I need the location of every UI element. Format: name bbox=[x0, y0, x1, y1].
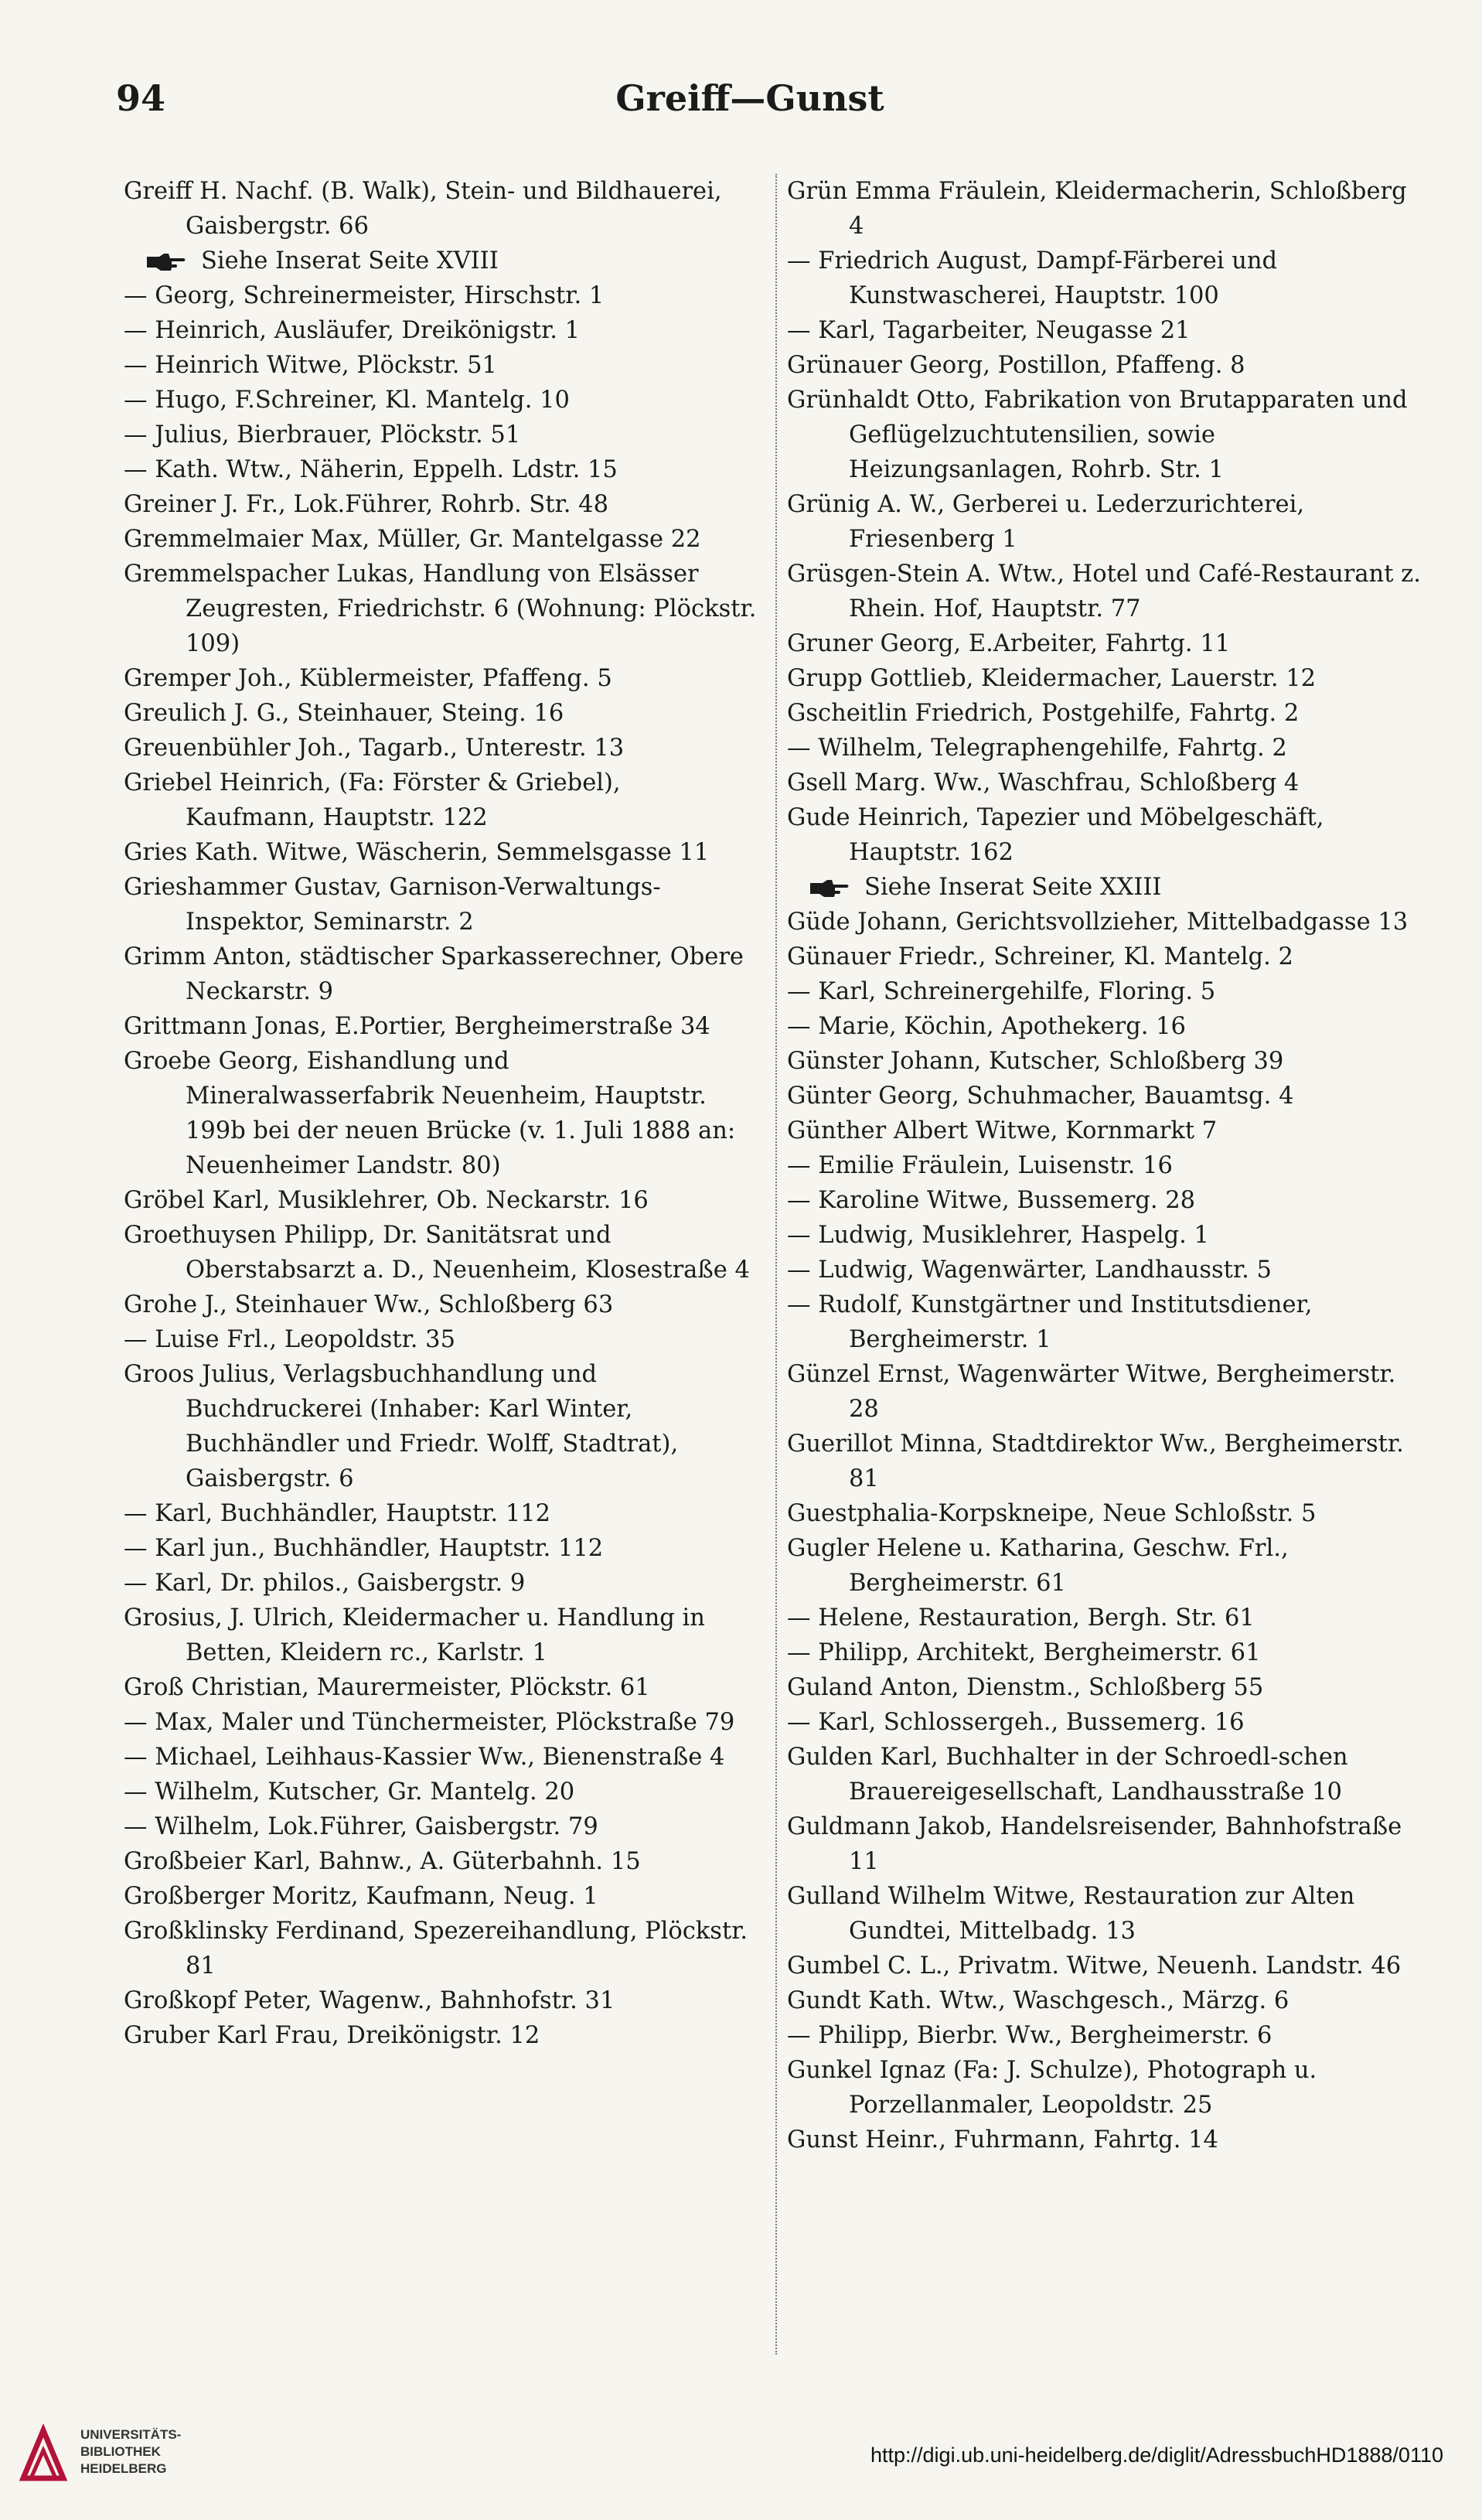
directory-entry: — Helene, Restauration, Bergh. Str. 61 bbox=[787, 1604, 1255, 1632]
library-logo[interactable] bbox=[15, 2420, 224, 2490]
directory-entry: — Karl, Schlossergeh., Bussemerg. 16 bbox=[787, 1709, 1245, 1736]
directory-entry: Gröbel Karl, Musiklehrer, Ob. Neckarstr. 16 bbox=[124, 1187, 649, 1214]
directory-entry: Gulland Wilhelm Witwe, Restauration zur Alten Gundtei, Mittelbadg. 13 bbox=[787, 1883, 1355, 1945]
directory-entry bbox=[124, 244, 758, 278]
directory-entry: — Max, Maler und Tünchermeister, Plöckstraße 79 bbox=[124, 1709, 735, 1736]
directory-entry: — Philipp, Bierbr. Ww., Bergheimerstr. 6 bbox=[787, 2022, 1272, 2049]
source-url-link[interactable]: http://digi.ub.uni-heidelberg.de/diglit/AdressbuchHD1888/0110 bbox=[870, 2443, 1443, 2467]
directory-entry: Gremmelspacher Lukas, Handlung von Elsässer Zeugresten, Friedrichstr. 6 (Wohnung: Plöckstr. 109) bbox=[124, 561, 757, 657]
directory-entry: Guland Anton, Dienstm., Schloßberg 55 bbox=[787, 1674, 1264, 1701]
pointing-hand-icon bbox=[145, 251, 187, 274]
directory-entry: — Friedrich August, Dampf-Färberei und Kunstwascherei, Hauptstr. 100 bbox=[787, 247, 1278, 309]
directory-entry: Grohe J., Steinhauer Ww., Schloßberg 63 bbox=[124, 1291, 614, 1318]
directory-entry: — Karl, Buchhändler, Hauptstr. 112 bbox=[124, 1500, 551, 1527]
directory-entry: — Philipp, Architekt, Bergheimerstr. 61 bbox=[787, 1639, 1261, 1666]
directory-entry: Grosius, J. Ulrich, Kleidermacher u. Handlung in Betten, Kleidern rc., Karlstr. 1 bbox=[124, 1604, 705, 1666]
right-column bbox=[787, 174, 1421, 2157]
directory-entry: — Karoline Witwe, Bussemerg. 28 bbox=[787, 1187, 1196, 1214]
directory-entry: Grieshammer Gustav, Garnison-Verwaltungs-Inspektor, Seminarstr. 2 bbox=[124, 874, 661, 936]
logo-text bbox=[80, 2426, 181, 2477]
directory-entry: Gremper Joh., Küblermeister, Pfaffeng. 5 bbox=[124, 665, 612, 692]
directory-entry: Gundt Kath. Wtw., Waschgesch., Märzg. 6 bbox=[787, 1987, 1290, 2014]
directory-entry: Gumbel C. L., Privatm. Witwe, Neuenh. Landstr. 46 bbox=[787, 1952, 1402, 1980]
directory-entry: Groß Christian, Maurermeister, Plöckstr. 61 bbox=[124, 1674, 650, 1701]
directory-entry: Groos Julius, Verlagsbuchhandlung und Buchdruckerei (Inhaber: Karl Winter, Buchhändler und Friedr. Wolff, Stadtrat), Gaisbergstr. 6 bbox=[124, 1361, 679, 1492]
directory-entry: Gude Heinrich, Tapezier und Möbelgeschäft, Hauptstr. 162 bbox=[787, 804, 1324, 866]
directory-entry: Grün Emma Fräulein, Kleidermacherin, Schloßberg 4 bbox=[787, 178, 1407, 240]
directory-entry: Guldmann Jakob, Handelsreisender, Bahnhofstraße 11 bbox=[787, 1813, 1402, 1875]
page-header bbox=[116, 77, 1384, 131]
directory-entry: Gruber Karl Frau, Dreikönigstr. 12 bbox=[124, 2022, 540, 2049]
directory-entry: — Michael, Leihhaus-Kassier Ww., Bienenstraße 4 bbox=[124, 1744, 725, 1771]
directory-entry: — Karl, Schreinergehilfe, Floring. 5 bbox=[787, 978, 1216, 1005]
directory-entry: Günzel Ernst, Wagenwärter Witwe, Bergheimerstr. 28 bbox=[787, 1361, 1396, 1423]
directory-entry: Gulden Karl, Buchhalter in der Schroedl-schen Brauereigesellschaft, Landhausstraße 10 bbox=[787, 1744, 1348, 1806]
directory-entry: Griebel Heinrich, (Fa: Förster & Griebel), Kaufmann, Hauptstr. 122 bbox=[124, 769, 621, 831]
directory-entry: — Wilhelm, Telegraphengehilfe, Fahrtg. 2 bbox=[787, 735, 1287, 762]
directory-entry: — Heinrich Witwe, Plöckstr. 51 bbox=[124, 352, 497, 379]
directory-entry: Guestphalia-Korpskneipe, Neue Schloßstr. 5 bbox=[787, 1500, 1317, 1527]
directory-entry: Gries Kath. Witwe, Wäscherin, Semmelsgasse 11 bbox=[124, 839, 710, 866]
directory-entry: Großberger Moritz, Kaufmann, Neug. 1 bbox=[124, 1883, 598, 1910]
directory-entry: Großkopf Peter, Wagenw., Bahnhofstr. 31 bbox=[124, 1987, 615, 2014]
advert-reference: Siehe Inserat Seite XXIII bbox=[864, 874, 1162, 901]
logo-line: BIBLIOTHEK bbox=[80, 2444, 161, 2459]
directory-entry: Großklinsky Ferdinand, Spezereihandlung, Plöckstr. 81 bbox=[124, 1918, 748, 1980]
logo-line: UNIVERSITÄTS- bbox=[80, 2427, 182, 2442]
directory-entry: — Georg, Schreinermeister, Hirschstr. 1 bbox=[124, 282, 605, 309]
directory-entry: Greiner J. Fr., Lok.Führer, Rohrb. Str. 48 bbox=[124, 491, 608, 518]
left-column bbox=[124, 174, 758, 2053]
column-divider bbox=[775, 174, 777, 2355]
page-footer bbox=[0, 2413, 1482, 2498]
university-library-logo-icon bbox=[15, 2424, 71, 2486]
directory-entry: — Wilhelm, Kutscher, Gr. Mantelg. 20 bbox=[124, 1778, 575, 1806]
directory-entry: Groebe Georg, Eishandlung und Mineralwasserfabrik Neuenheim, Hauptstr. 199b bei der neuen Brücke (v. 1. Juli 1888 an: Neuenheimer Landstr. 80) bbox=[124, 1048, 736, 1179]
directory-entry: Grünig A. W., Gerberei u. Lederzurichterei, Friesenberg 1 bbox=[787, 491, 1305, 553]
directory-entry bbox=[787, 870, 1421, 905]
directory-entry: Gsell Marg. Ww., Waschfrau, Schloßberg 4 bbox=[787, 769, 1300, 796]
directory-entry: — Kath. Wtw., Näherin, Eppelh. Ldstr. 15 bbox=[124, 456, 618, 483]
directory-entry: — Karl, Dr. philos., Gaisbergstr. 9 bbox=[124, 1570, 526, 1597]
directory-entry: Gunst Heinr., Fuhrmann, Fahrtg. 14 bbox=[787, 2126, 1218, 2153]
directory-entry: — Heinrich, Ausläufer, Dreikönigstr. 1 bbox=[124, 317, 581, 344]
directory-entry: Grupp Gottlieb, Kleidermacher, Lauerstr. 12 bbox=[787, 665, 1317, 692]
directory-entry: — Rudolf, Kunstgärtner und Institutsdiener, Bergheimerstr. 1 bbox=[787, 1291, 1313, 1353]
directory-entry: — Wilhelm, Lok.Führer, Gaisbergstr. 79 bbox=[124, 1813, 598, 1840]
directory-entry: — Emilie Fräulein, Luisenstr. 16 bbox=[787, 1152, 1173, 1179]
directory-entry: Güde Johann, Gerichtsvollzieher, Mittelbadgasse 13 bbox=[787, 909, 1409, 936]
directory-entry: Greuenbühler Joh., Tagarb., Unterestr. 13 bbox=[124, 735, 625, 762]
directory-entry: Greiff H. Nachf. (B. Walk), Stein- und Bildhauerei, Gaisbergstr. 66 bbox=[124, 178, 722, 240]
running-head: Greiff—Gunst bbox=[615, 77, 884, 119]
directory-entry: — Karl, Tagarbeiter, Neugasse 21 bbox=[787, 317, 1191, 344]
directory-entry: Günther Albert Witwe, Kornmarkt 7 bbox=[787, 1117, 1218, 1144]
directory-entry: Guerillot Minna, Stadtdirektor Ww., Bergheimerstr. 81 bbox=[787, 1431, 1404, 1492]
directory-entry: Gunkel Ignaz (Fa: J. Schulze), Photograph u. Porzellanmaler, Leopoldstr. 25 bbox=[787, 2057, 1317, 2119]
directory-entry: — Marie, Köchin, Apothekerg. 16 bbox=[787, 1013, 1186, 1040]
directory-entry: Gremmelmaier Max, Müller, Gr. Mantelgasse 22 bbox=[124, 526, 701, 553]
directory-entry: — Ludwig, Musiklehrer, Haspelg. 1 bbox=[787, 1222, 1209, 1249]
directory-entry: Greulich J. G., Steinhauer, Steing. 16 bbox=[124, 700, 564, 727]
directory-entry: — Hugo, F.Schreiner, Kl. Mantelg. 10 bbox=[124, 387, 570, 414]
directory-entry: Gscheitlin Friedrich, Postgehilfe, Fahrtg. 2 bbox=[787, 700, 1300, 727]
directory-entry: — Ludwig, Wagenwärter, Landhausstr. 5 bbox=[787, 1257, 1272, 1284]
pointing-hand-icon bbox=[809, 877, 850, 900]
advert-reference: Siehe Inserat Seite XVIII bbox=[201, 247, 499, 275]
directory-entry: Grünhaldt Otto, Fabrikation von Brutapparaten und Geflügelzuchtutensilien, sowie Heizungsanlagen, Rohrb. Str. 1 bbox=[787, 387, 1408, 483]
directory-entry: Gugler Helene u. Katharina, Geschw. Frl., Bergheimerstr. 61 bbox=[787, 1535, 1289, 1597]
directory-entry: Günter Georg, Schuhmacher, Bauamtsg. 4 bbox=[787, 1083, 1294, 1110]
directory-entry: Grittmann Jonas, E.Portier, Bergheimerstraße 34 bbox=[124, 1013, 710, 1040]
directory-entry: — Julius, Bierbrauer, Plöckstr. 51 bbox=[124, 421, 521, 448]
directory-entry: Grüsgen-Stein A. Wtw., Hotel und Café-Restaurant z. Rhein. Hof, Hauptstr. 77 bbox=[787, 561, 1421, 622]
directory-entry: Grünauer Georg, Postillon, Pfaffeng. 8 bbox=[787, 352, 1245, 379]
logo-line: HEIDELBERG bbox=[80, 2461, 167, 2476]
directory-entry: Großbeier Karl, Bahnw., A. Güterbahnh. 15 bbox=[124, 1848, 641, 1875]
directory-entry: Günauer Friedr., Schreiner, Kl. Mantelg. 2 bbox=[787, 943, 1293, 970]
page-number: 94 bbox=[116, 77, 166, 119]
directory-entry: — Karl jun., Buchhändler, Hauptstr. 112 bbox=[124, 1535, 604, 1562]
directory-entry: Gruner Georg, E.Arbeiter, Fahrtg. 11 bbox=[787, 630, 1231, 657]
directory-entry: — Luise Frl., Leopoldstr. 35 bbox=[124, 1326, 455, 1353]
directory-entry: Grimm Anton, städtischer Sparkasserechner, Obere Neckarstr. 9 bbox=[124, 943, 744, 1005]
directory-entry: Günster Johann, Kutscher, Schloßberg 39 bbox=[787, 1048, 1284, 1075]
directory-entry: Groethuysen Philipp, Dr. Sanitätsrat und Oberstabsarzt a. D., Neuenheim, Klosestraße 4 bbox=[124, 1222, 750, 1284]
